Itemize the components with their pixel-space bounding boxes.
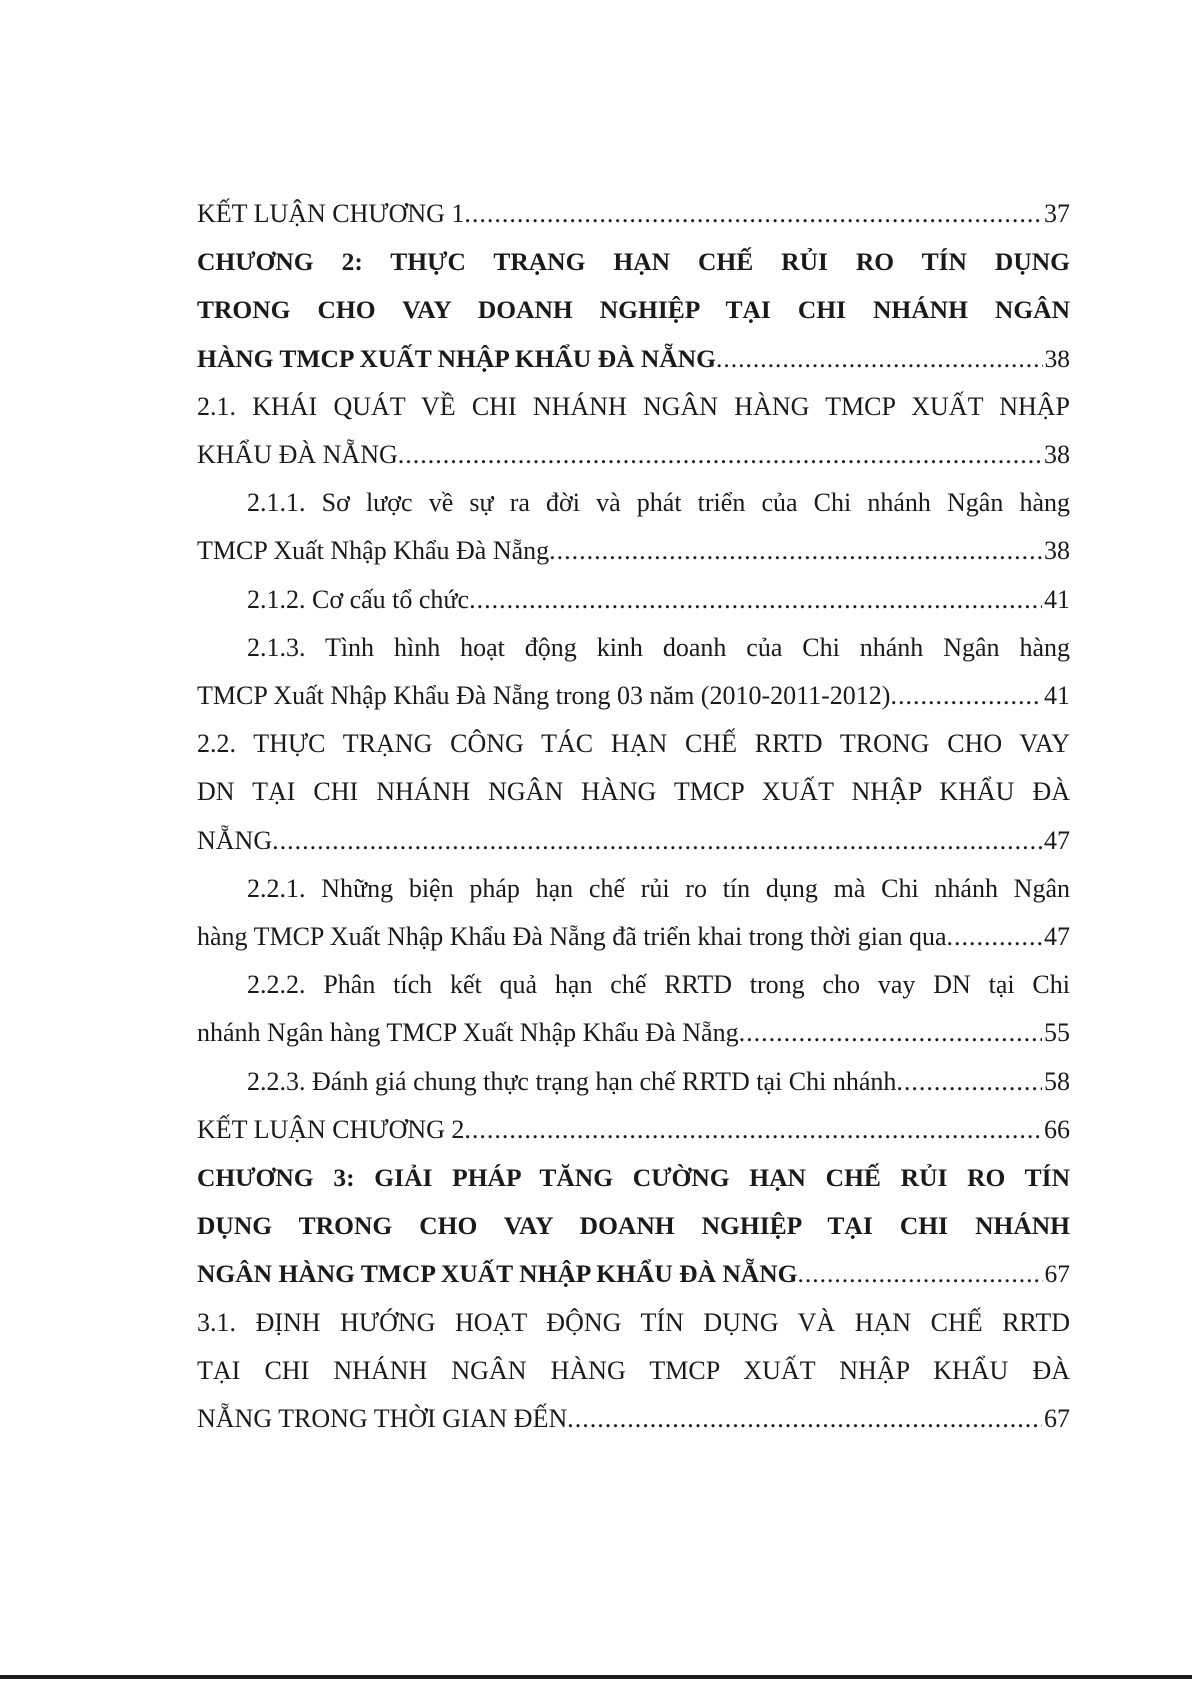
toc-entry-line: 2.1.3. Tình hình hoạt động kinh doanh của Chi nhánh Ngân hàng xyxy=(247,632,1070,662)
toc-page-number: 66 xyxy=(1044,1114,1070,1144)
toc-entry-title: KẾT LUẬN CHƯƠNG 1 xyxy=(197,199,465,228)
toc-dot-leader xyxy=(896,1058,1042,1106)
toc-entry-title: 2.2.3. Đánh giá chung thực trạng hạn chế RRTD tại Chi nhánh xyxy=(247,1066,897,1096)
toc-dot-leader xyxy=(464,1106,1042,1154)
toc-entry-last-line xyxy=(197,1058,1070,1106)
toc-dot-leader xyxy=(716,335,1043,383)
toc-entry-line: 2.1.1. Sơ lược về sự ra đời và phát triển của Chi nhánh Ngân hàng xyxy=(247,488,1070,518)
toc-entry[interactable] xyxy=(197,1106,1070,1154)
toc-entry-last-line xyxy=(197,1009,1070,1057)
toc-entry-last-line xyxy=(197,527,1070,575)
table-of-contents xyxy=(197,190,1070,1443)
toc-page-number: 47 xyxy=(1044,922,1070,952)
toc-entry-title: nhánh Ngân hàng TMCP Xuất Nhập Khẩu Đà Nẵng xyxy=(197,1018,739,1048)
toc-page-number: 37 xyxy=(1044,199,1070,228)
toc-dot-leader xyxy=(464,190,1042,238)
toc-entry-line: 2.2.2. Phân tích kết quả hạn chế RRTD trong cho vay DN tại Chi xyxy=(247,970,1070,1000)
toc-page-number: 41 xyxy=(1044,681,1070,711)
toc-entry-title: NGÂN HÀNG TMCP XUẤT NHẬP KHẨU ĐÀ NẴNG xyxy=(197,1259,798,1289)
toc-dot-leader xyxy=(469,576,1042,624)
toc-entry-title: TMCP Xuất Nhập Khẩu Đà Nẵng xyxy=(197,536,550,566)
toc-entry-title: TMCP Xuất Nhập Khẩu Đà Nẵng trong 03 năm (2010-2011-2012) xyxy=(197,681,891,711)
toc-entry-last-line xyxy=(197,190,1070,238)
toc-entry-last-line xyxy=(197,672,1070,720)
toc-entry-last-line xyxy=(197,817,1070,865)
toc-page-number: 67 xyxy=(1044,1259,1070,1289)
toc-entry[interactable] xyxy=(197,190,1070,238)
toc-entry[interactable] xyxy=(197,238,1070,383)
toc-entry[interactable] xyxy=(197,383,1070,479)
toc-entry-title: KHẨU ĐÀ NẴNG xyxy=(197,440,398,470)
toc-dot-leader xyxy=(890,672,1042,720)
toc-entry-last-line xyxy=(197,335,1070,383)
toc-page-number: 55 xyxy=(1044,1018,1070,1048)
toc-entry-title: NẴNG xyxy=(197,825,273,855)
toc-entry-title: KẾT LUẬN CHƯƠNG 2 xyxy=(197,1114,465,1144)
toc-entry[interactable] xyxy=(197,1299,1070,1444)
toc-entry-line: 2.2. THỰC TRẠNG CÔNG TÁC HẠN CHẾ RRTD TRONG CHO VAY xyxy=(197,729,1070,759)
toc-entry[interactable] xyxy=(197,1154,1070,1299)
toc-entry[interactable] xyxy=(197,1058,1070,1106)
toc-entry-title: HÀNG TMCP XUẤT NHẬP KHẨU ĐÀ NẴNG xyxy=(197,343,716,373)
toc-page-number: 41 xyxy=(1044,584,1070,614)
toc-page-number: 38 xyxy=(1044,536,1070,566)
toc-entry-line: 2.2.1. Những biện pháp hạn chế rủi ro tín dụng mà Chi nhánh Ngân xyxy=(247,873,1070,903)
toc-entry[interactable] xyxy=(197,961,1070,1057)
toc-entry-title: hàng TMCP Xuất Nhập Khẩu Đà Nẵng đã triển khai trong thời gian qua xyxy=(197,922,947,952)
toc-entry[interactable] xyxy=(197,720,1070,865)
toc-dot-leader xyxy=(797,1250,1042,1298)
toc-page-number: 38 xyxy=(1044,343,1070,373)
toc-dot-leader xyxy=(947,913,1042,961)
toc-entry-last-line xyxy=(197,1395,1070,1443)
toc-page-number: 67 xyxy=(1044,1404,1070,1434)
toc-entry-line: 2.1. KHÁI QUÁT VỀ CHI NHÁNH NGÂN HÀNG TMCP XUẤT NHẬP xyxy=(197,391,1070,421)
toc-entry-line: DN TẠI CHI NHÁNH NGÂN HÀNG TMCP XUẤT NHẬP KHẨU ĐÀ xyxy=(197,777,1070,807)
toc-dot-leader xyxy=(398,431,1042,479)
toc-page-number: 47 xyxy=(1044,825,1070,855)
toc-dot-leader xyxy=(739,1009,1042,1057)
toc-entry-last-line xyxy=(197,1106,1070,1154)
toc-entry-line: 3.1. ĐỊNH HƯỚNG HOẠT ĐỘNG TÍN DỤNG VÀ HẠN CHẾ RRTD xyxy=(197,1307,1070,1337)
toc-entry-last-line xyxy=(197,576,1070,624)
toc-entry[interactable] xyxy=(197,479,1070,575)
toc-dot-leader xyxy=(272,817,1042,865)
toc-entry-title: NẴNG TRONG THỜI GIAN ĐẾN xyxy=(197,1404,568,1434)
toc-entry-line: CHƯƠNG 3: GIẢI PHÁP TĂNG CƯỜNG HẠN CHẾ RỦI RO TÍN xyxy=(197,1163,1070,1193)
toc-entry[interactable] xyxy=(197,576,1070,624)
toc-entry-last-line xyxy=(197,431,1070,479)
toc-entry[interactable] xyxy=(197,865,1070,961)
toc-page-number: 58 xyxy=(1044,1066,1070,1096)
toc-page-number: 38 xyxy=(1044,440,1070,470)
toc-entry-title: 2.1.2. Cơ cấu tổ chức xyxy=(247,584,470,614)
toc-entry-line: CHƯƠNG 2: THỰC TRẠNG HẠN CHẾ RỦI RO TÍN DỤNG xyxy=(197,247,1070,277)
toc-dot-leader xyxy=(567,1395,1042,1443)
page-bottom-border xyxy=(0,1675,1192,1679)
toc-entry-last-line xyxy=(197,1250,1070,1298)
toc-entry-line: DỤNG TRONG CHO VAY DOANH NGHIỆP TẠI CHI NHÁNH xyxy=(197,1211,1070,1241)
toc-entry-last-line xyxy=(197,913,1070,961)
toc-entry-line: TRONG CHO VAY DOANH NGHIỆP TẠI CHI NHÁNH NGÂN xyxy=(197,295,1070,325)
toc-entry-line: TẠI CHI NHÁNH NGÂN HÀNG TMCP XUẤT NHẬP KHẨU ĐÀ xyxy=(197,1355,1070,1385)
toc-dot-leader xyxy=(549,527,1042,575)
toc-entry[interactable] xyxy=(197,624,1070,720)
